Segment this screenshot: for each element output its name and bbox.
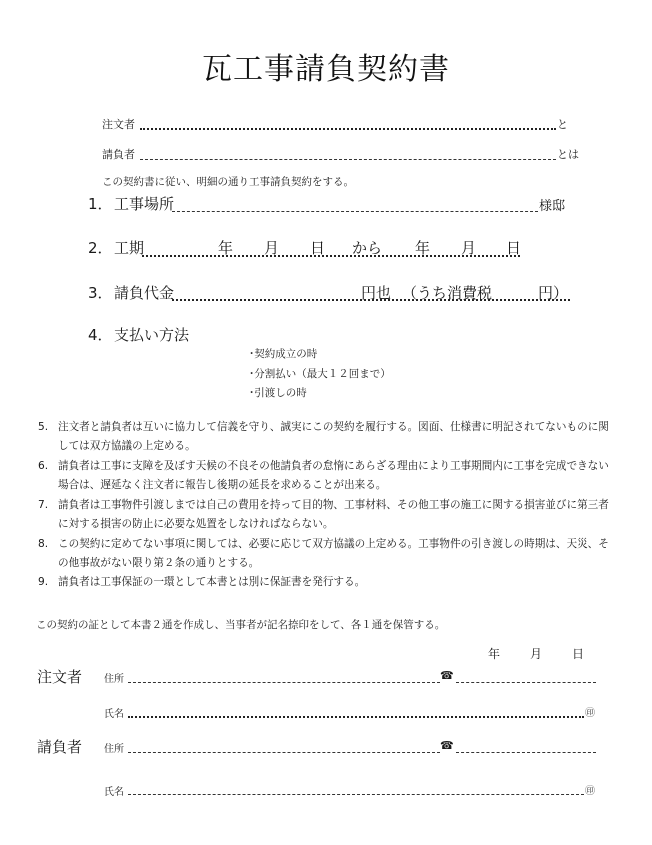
clause-number: 5. xyxy=(38,421,49,433)
payment-option: ･契約成立の時 xyxy=(249,348,318,360)
contractor-suffix: とは xyxy=(557,148,579,161)
site-label: 工事場所 xyxy=(114,195,175,213)
clause-text: 請負者は工事保証の一環として本書とは別に保証書を発行する。 xyxy=(58,576,366,588)
clause-number: 9. xyxy=(38,576,49,588)
orderer-suffix: と xyxy=(557,118,568,131)
item-4-number: 4． xyxy=(88,326,113,344)
closing-statement: この契約の証として本書２通を作成し、当事者が記名捺印をして、各１通を保管する。 xyxy=(36,619,446,631)
document-title: 瓦工事請負契約書 xyxy=(202,52,450,87)
item-3-number: 3． xyxy=(88,284,113,302)
period-label: 工期 xyxy=(114,239,145,257)
price-tax-label: （うち消費税 xyxy=(402,284,493,302)
orderer-field[interactable] xyxy=(140,128,556,130)
item-2-number: 2． xyxy=(88,239,113,257)
item-1-number: 1． xyxy=(88,195,113,213)
clause-7 xyxy=(38,496,618,534)
price-label: 請負代金 xyxy=(114,284,175,302)
price-yen-label: 円也 xyxy=(361,284,392,302)
clause-text: この契約に定めてない事項に関しては、必要に応じて双方協議の上定める。工事物件の引き渡しの時期は、天災、その他事故がない限り第２条の通りとする。 xyxy=(58,538,609,569)
contractor-phone-field[interactable] xyxy=(456,752,596,753)
contractor-field[interactable] xyxy=(140,159,556,160)
clause-text: 請負者は工事物件引渡しまでは自己の費用を持って目的物、工事材料、その他工事の施工に関する損害並びに第三者に対する損害の防止に必要な処置をしなければならない。 xyxy=(58,499,609,530)
contractor-name-field[interactable] xyxy=(128,794,584,795)
clause-number: 7. xyxy=(38,499,49,511)
contractor-name-label: 氏名 xyxy=(104,787,124,798)
clause-6 xyxy=(38,457,618,495)
payment-label: 支払い方法 xyxy=(114,326,190,344)
contractor-address-field[interactable] xyxy=(128,752,440,753)
clause-5 xyxy=(38,418,618,456)
seal-icon: ㊞ xyxy=(585,786,595,797)
orderer-address-label: 住所 xyxy=(104,674,124,685)
period-start-month: 月 xyxy=(264,239,280,257)
clause-number: 6. xyxy=(38,460,49,472)
clause-8 xyxy=(38,535,618,573)
closing-date-year: 年 xyxy=(488,647,501,661)
site-field[interactable] xyxy=(172,211,538,212)
clause-number: 8. xyxy=(38,538,49,550)
payment-option: ･分割払い（最大１２回まで） xyxy=(249,368,391,380)
period-start-year: 年 xyxy=(218,239,234,257)
signature-contractor-party: 請負者 xyxy=(37,738,83,756)
clause-text: 請負者は工事に支障を及ぼす天候の不良その他請負者の怠惰にあらざる理由により工事期間内に工事を完成できない場合は、遅延なく注文者に報告し後期の延長を求めることが出来る。 xyxy=(58,460,609,491)
clause-text: 注文者と請負者は互いに協力して信義を守り、誠実にこの契約を履行する。図面、仕様書に明記されてないものに関しては双方協議の上定める。 xyxy=(58,421,609,452)
signature-orderer-party: 注文者 xyxy=(37,668,83,686)
closing-date-day: 日 xyxy=(572,647,585,661)
closing-date-month: 月 xyxy=(530,647,543,661)
period-start-day: 日 xyxy=(310,239,326,257)
contractor-address-label: 住所 xyxy=(104,744,124,755)
intro-text: この契約書に従い、明細の通り工事請負契約をする。 xyxy=(102,176,354,188)
period-end-day: 日 xyxy=(506,239,522,257)
orderer-name-label: 氏名 xyxy=(104,709,124,720)
orderer-phone-field[interactable] xyxy=(456,682,596,683)
period-end-month: 月 xyxy=(461,239,477,257)
telephone-icon: ☎ xyxy=(440,669,454,682)
telephone-icon: ☎ xyxy=(440,739,454,752)
orderer-label: 注文者 xyxy=(102,118,135,131)
period-end-year: 年 xyxy=(415,239,431,257)
payment-option: ･引渡しの時 xyxy=(249,387,307,399)
contractor-label: 請負者 xyxy=(102,148,135,161)
clause-9 xyxy=(38,573,618,592)
period-from: から xyxy=(352,239,383,257)
seal-icon: ㊞ xyxy=(585,708,595,719)
orderer-address-field[interactable] xyxy=(128,682,440,683)
price-tax-yen: 円） xyxy=(538,284,569,302)
orderer-name-field[interactable] xyxy=(128,716,584,718)
site-suffix: 様邸 xyxy=(539,199,566,214)
